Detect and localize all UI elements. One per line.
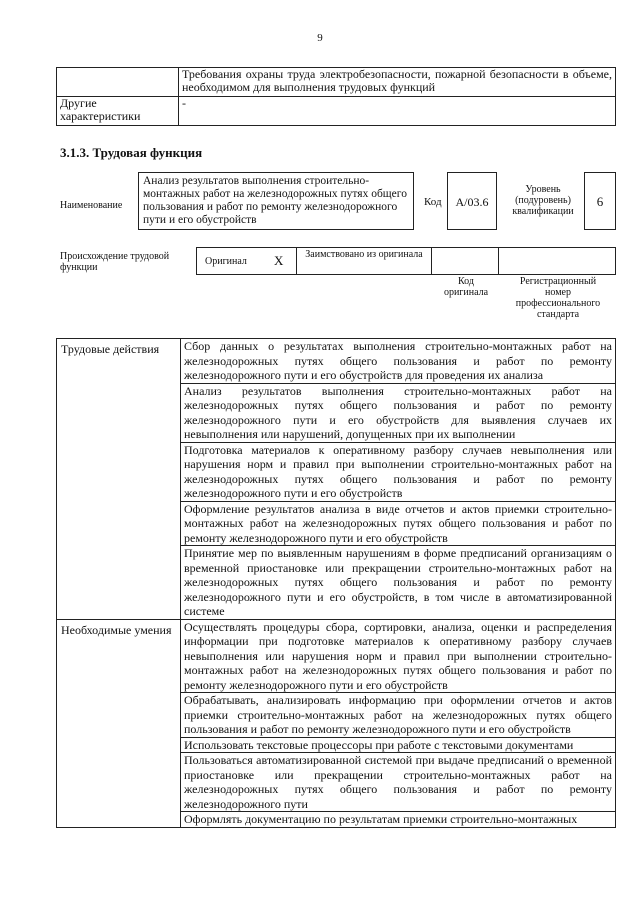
other-characteristics-label: Другие характеристики bbox=[57, 97, 179, 126]
divider bbox=[498, 247, 499, 275]
skill-item: Использовать текстовые процессоры при работе с текстовыми документами bbox=[181, 737, 616, 753]
table-row bbox=[57, 339, 616, 384]
original-label: Оригинал bbox=[205, 256, 247, 267]
divider bbox=[296, 247, 297, 275]
table-row bbox=[57, 619, 616, 693]
borrowed-label: Заимствовано из оригинала bbox=[305, 249, 423, 260]
skill-item: Пользоваться автоматизированной системой при выдаче предписаний о временной приостановке или прекращении строительно-монтажных работ на железнодорожных путях общего пользования и работ по ремонту железнодорожного пути bbox=[181, 753, 616, 812]
function-code-box: A/03.6 bbox=[447, 172, 497, 230]
code-label: Код bbox=[424, 196, 442, 208]
skill-item: Обрабатывать, анализировать информацию при оформлении отчетов и актов приемки строительно-монтажных работ на железнодорожных путях общего пользования и работ по ремонту железнодорожного пути и его обустройств bbox=[181, 693, 616, 738]
skill-item: Оформлять документацию по результатам приемки строительно-монтажных bbox=[181, 812, 616, 828]
requirements-table bbox=[56, 67, 616, 126]
actions-label: Трудовые действия bbox=[57, 339, 181, 620]
origin-label: Происхождение трудовой функции bbox=[60, 251, 170, 273]
function-name-box: Анализ результатов выполнения строительно-монтажных работ на железнодорожных путях общего пользования и работ по ремонту железнодорожного пути и его обустройств bbox=[138, 172, 414, 230]
page-number: 9 bbox=[317, 32, 323, 44]
divider bbox=[431, 247, 432, 275]
table-row bbox=[57, 97, 616, 126]
level-value-box: 6 bbox=[584, 172, 616, 230]
table-row bbox=[57, 68, 616, 97]
table-cell: Требования охраны труда электробезопасности, пожарной безопасности в объеме, необходимом для выполнения трудовых функций bbox=[179, 68, 616, 97]
action-item: Оформление результатов анализа в виде отчетов и актов приемки строительно-монтажных работ на железнодорожных путях общего пользования и работ по ремонту железнодорожного пути и его обустройств bbox=[181, 501, 616, 546]
registration-caption: Регистрационный номер профессионального стандарта bbox=[515, 276, 601, 320]
action-item: Анализ результатов выполнения строительно-монтажных работ на железнодорожных путях общего пользования и работ по ремонту железнодорожного пути и его обустройств для выявления случаев их невыполнения или нарушений, допущенных при их выполнении bbox=[181, 383, 616, 442]
action-item: Подготовка материалов к оперативному разбору случаев невыполнения или нарушения норм и правил при выполнении строительно-монтажных работ на железнодорожных путях общего пользования и работ по ремонту железнодорожного пути и его обустройств bbox=[181, 442, 616, 501]
action-item: Принятие мер по выявленным нарушениям в форме предписаний организациям о временной приостановке или прекращении строительно-монтажных работ на железнодорожных путях общего пользования и работ по ремонту железнодорожного пути и его обустройств, в том числе в автоматизированной системе bbox=[181, 546, 616, 620]
level-label: Уровень (подуровень) квалификации bbox=[512, 184, 574, 217]
name-label: Наименование bbox=[60, 200, 123, 211]
function-details-table bbox=[56, 338, 616, 828]
action-item: Сбор данных о результатах выполнения строительно-монтажных работ на железнодорожных путях общего пользования и работ по ремонту железнодорожного пути и его обустройств для проведения их анализа bbox=[181, 339, 616, 384]
section-heading: 3.1.3. Трудовая функция bbox=[60, 145, 203, 160]
table-cell: - bbox=[179, 97, 616, 126]
original-mark: X bbox=[274, 253, 284, 268]
table-cell bbox=[57, 68, 179, 97]
skills-label: Необходимые умения bbox=[57, 619, 181, 827]
code-original-caption: Код оригинала bbox=[443, 276, 489, 298]
skill-item: Осуществлять процедуры сбора, сортировки, анализа, оценки и распределения информации при подготовке материалов к оперативному разбору случаев невыполнения или нарушения норм и правил при выполнении строительно-монтажных работ на железнодорожных путях общего пользования и работ по ремонту железнодорожного пути и его обустройств bbox=[181, 619, 616, 693]
